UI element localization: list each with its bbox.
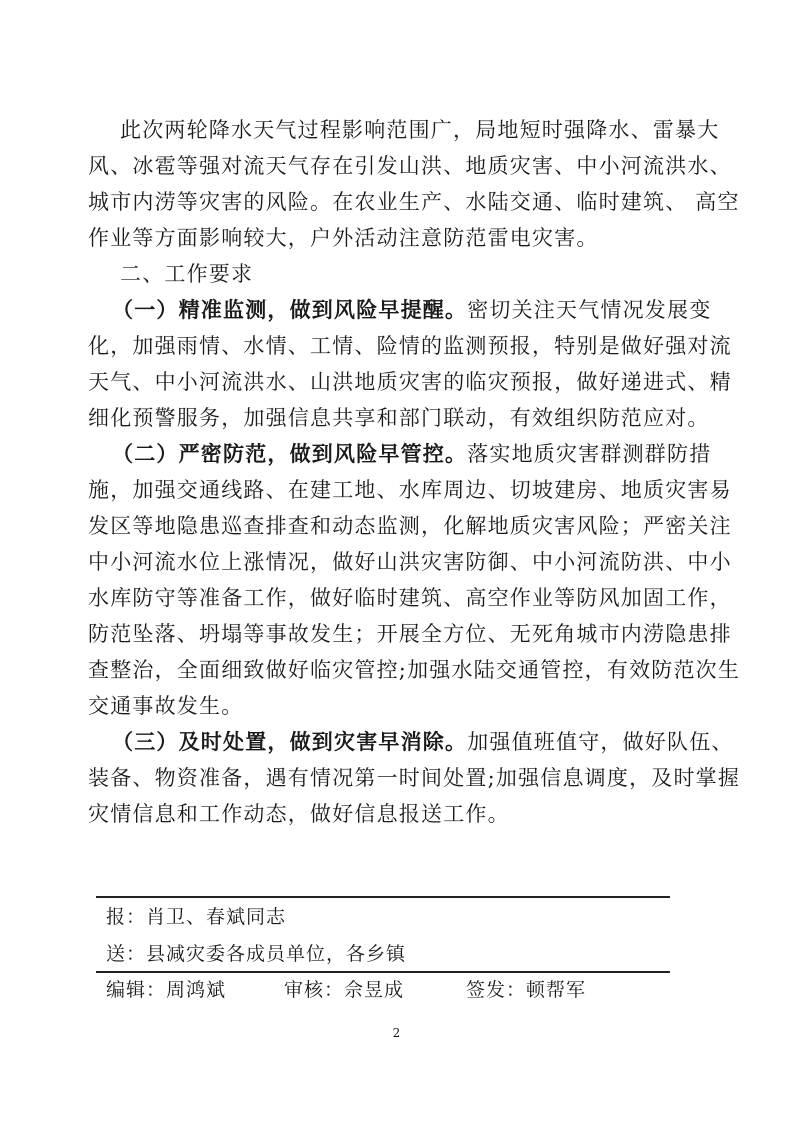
paragraph-line: 施，加强交通线路、在建工地、水库周边、切坡建房、地质灾害易 [88,478,732,502]
paragraph-line: 化，加强雨情、水情、工情、险情的监测预报，特别是做好强对流 [88,334,732,358]
paragraph-line: 作业等方面影响较大，户外活动注意防范雷电灾害。 [88,226,599,250]
paragraph-line: 中小河流水位上涨情况，做好山洪灾害防御、中小河流防洪、中小 [88,550,732,574]
footer-bottom-rule [96,971,670,973]
paragraph-line: 查整治，全面细致做好临灾管控;加强水陆交通管控，有效防范次生 [88,658,741,682]
item-1-title: （一）精准监测，做到风险早提醒。 [112,298,468,322]
paragraph-line: 城市内涝等灾害的风险。在农业生产、水陆交通、临时建筑、 高空 [88,190,740,214]
reviewer: 审核：佘昱成 [284,979,405,1001]
send-to: 送：县减灾委各成员单位，各乡镇 [106,943,407,965]
paragraph-line: 细化预警服务，加强信息共享和部门联动，有效组织防范应对。 [88,406,710,430]
paragraph-line: 灾情信息和工作动态，做好信息报送工作。 [88,802,510,826]
paragraph-line: 天气、中小河流洪水、山洪地质灾害的临灾预报，做好递进式、精 [88,370,732,394]
item-3-title: （三）及时处置，做到灾害早消除。 [112,730,468,754]
paragraph-line: 装备、物资准备，遇有情况第一时间处置;加强信息调度，及时掌握 [88,766,741,790]
item-3-text: 加强值班值守，做好队伍、 [467,730,734,754]
paragraph-line: 交通事故发生。 [88,694,244,718]
paragraph-line: 风、冰雹等强对流天气存在引发山洪、地质灾害、中小河流洪水、 [88,154,732,178]
item-2-title: （二）严密防范，做到风险早管控。 [112,442,468,466]
paragraph-line: 发区等地隐患巡查排查和动态监测，化解地质灾害风险；严密关注 [88,514,732,538]
issuer: 签发：顿帮军 [466,979,587,1001]
paragraph-line: 此次两轮降水天气过程影响范围广，局地短时强降水、雷暴大 [120,118,720,142]
item-2-text: 落实地质灾害群测群防措 [467,442,712,466]
item-1-text: 密切关注天气情况发展变 [467,298,712,322]
report-to: 报：肖卫、春斌同志 [106,906,287,928]
footer-top-rule [96,896,670,898]
editor: 编辑：周鸿斌 [106,979,227,1001]
item-3-first-line [112,730,732,754]
paragraph-line: 水库防守等准备工作，做好临时建筑、高空作业等防风加固工作， [88,586,732,610]
paragraph-line: 防范坠落、坍塌等事故发生；开展全方位、无死角城市内涝隐患排 [88,622,732,646]
item-1-first-line [112,298,732,322]
item-2-first-line [112,442,732,466]
page-number: 2 [392,1026,401,1040]
section-heading: 二、工作要求 [120,262,254,286]
